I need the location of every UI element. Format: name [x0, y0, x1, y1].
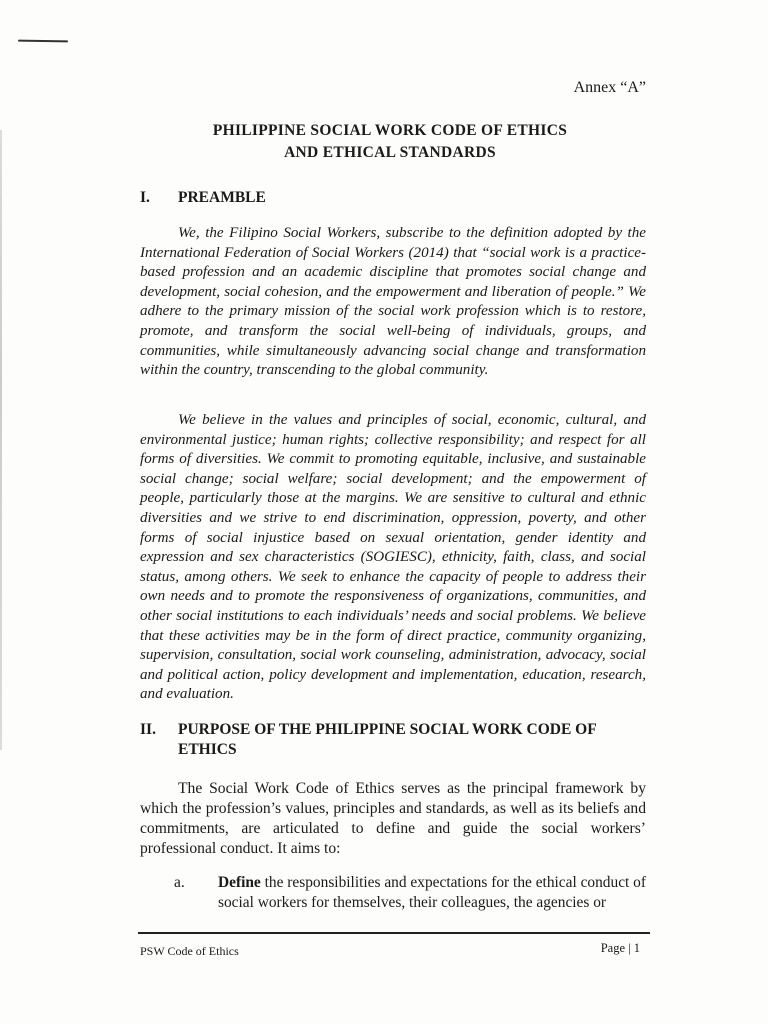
title-line-2: AND ETHICAL STANDARDS: [284, 144, 496, 161]
preamble-paragraph-1: We, the Filipino Social Workers, subscribe to the definition adopted by the International Federation of Social Workers (2014) that “social work is a practice-based profession and an academic discipline that promotes social change and development, social cohesion, and the empowerment and liberation of people.” We adhere to the primary mission of the social work profession which is to restore, promote, and transform the social well-being of individuals, groups, and communities, while simultaneously advancing social change and transformation within the country, transcending to the global community.: [140, 225, 646, 379]
list-item-text: [218, 873, 646, 913]
section-heading-purpose: [140, 720, 650, 760]
section-number: I.: [140, 189, 150, 206]
section-title: PREAMBLE: [178, 189, 266, 206]
section-title: PURPOSE OF THE PHILIPPINE SOCIAL WORK CODE OF ETHICS: [178, 721, 597, 758]
list-item-label: a.: [174, 874, 185, 891]
section-heading-preamble: [140, 189, 266, 207]
purpose-paragraph: The Social Work Code of Ethics serves as the principal framework by which the profession’s values, principles and standards, as well as its beliefs and commitments, are articulated to define and guide the social workers’ professional conduct. It aims to:: [140, 780, 646, 857]
scan-edge-shadow: [0, 130, 2, 750]
preamble-paragraph-2: We believe in the values and principles of social, economic, cultural, and environmental justice; human rights; collective responsibility; and respect for all forms of diversities. We commit to promoting equitable, inclusive, and sustainable social change; social welfare; social development; and the empowerment of people, particularly those at the margins. We are sensitive to cultural and ethnic diversities and we strive to end discrimination, oppression, poverty, and other forms of social injustice based on sexual orientation, gender identity and expression and sex characteristics (SOGIESC), ethnicity, faith, class, and social status, among others. We seek to enhance the capacity of people to address their own needs and to promote the responsiveness of organizations, communities, and other social institutions to each individuals’ needs and social problems. We believe that these activities may be in the form of direct practice, community organizing, supervision, consultation, social work counseling, administration, advocacy, social and political action, policy development and implementation, education, research, and evaluation.: [140, 412, 646, 703]
list-item-a: [176, 873, 646, 913]
annex-label: Annex “A”: [573, 79, 646, 96]
section-number: II.: [140, 721, 156, 738]
document-title: [140, 120, 640, 164]
list-item-body: the responsibilities and expectations for the ethical conduct of social workers for themselves, their colleagues, the agencies or: [218, 874, 646, 911]
title-line-1: PHILIPPINE SOCIAL WORK CODE OF ETHICS: [212, 122, 568, 139]
scan-pen-mark: [18, 40, 68, 43]
footer-doc-name: PSW Code of Ethics: [140, 944, 239, 958]
footer-page-number: Page | 1: [600, 941, 640, 955]
list-item-keyword: Define: [218, 874, 261, 891]
footer-divider: [138, 932, 650, 934]
